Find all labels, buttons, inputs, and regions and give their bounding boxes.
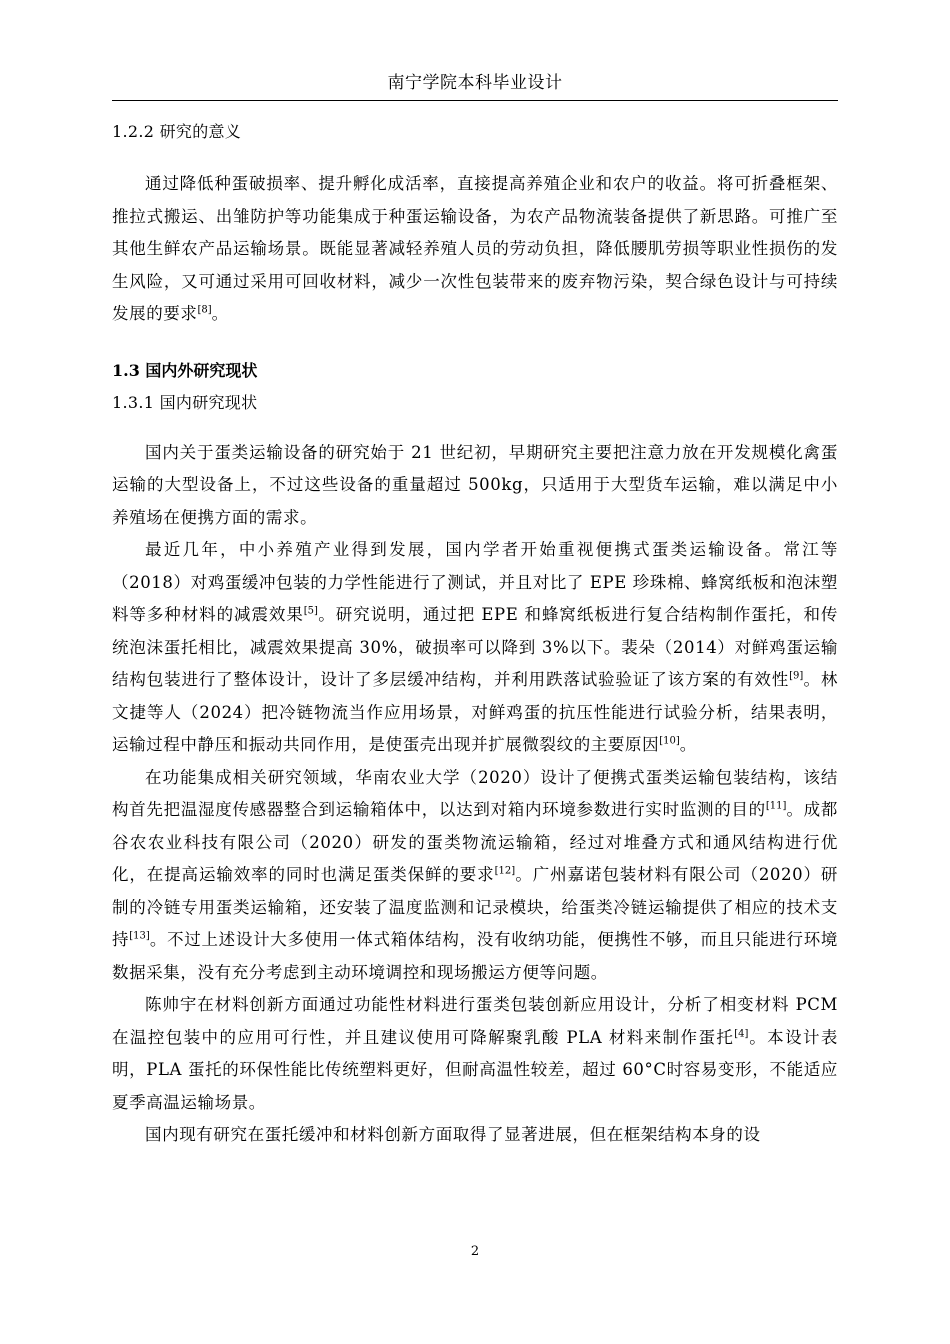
paragraph-domestic-recent	[112, 534, 838, 762]
paragraph-text: 陈帅宇在材料创新方面通过功能性材料进行蛋类包装创新应用设计，分析了相变材料 PCM 在温控包装中的应用可行性，并且建议使用可降解聚乳酸 PLA 材料来制作蛋托	[112, 995, 838, 1047]
running-header: 南宁学院本科毕业设计	[387, 73, 563, 93]
citation: [9]	[789, 670, 804, 682]
citation: [13]	[129, 930, 150, 942]
citation: [4]	[734, 1028, 749, 1039]
citation: [5]	[303, 605, 318, 617]
paragraph-text: 。本设计表明，PLA 蛋托的环保性能比传统塑料更好，但耐高温性较差，超过 60°C时容易变形，不能适应夏季高温运输场景。	[112, 1027, 838, 1112]
paragraph-text: 。成都谷农农业科技有限公司（2020）研发的蛋类物流运输箱，经过对堆叠方式和通风结构进行优化，在提高运输效率的同时也满足蛋类保鲜的要求	[112, 800, 838, 884]
paragraph-function-integration	[112, 762, 838, 990]
header-divider	[112, 100, 838, 101]
paragraph-text: 最近几年，中小养殖产业得到发展，国内学者开始重视便携式蛋类运输设备。常江等（2018）对鸡蛋缓冲包装的力学性能进行了测试，并且对比了 EPE 珍珠棉、蜂窝纸板和泡沫塑料等多种材料的减震效果	[112, 540, 838, 624]
citation: [12]	[494, 865, 516, 877]
page-number: 2	[470, 1244, 480, 1259]
paragraph-material-innovation	[112, 989, 838, 1119]
page-body	[112, 116, 838, 1152]
section-heading-1-3: 1.3 国内外研究现状	[112, 360, 258, 380]
paragraph-text: 。	[211, 304, 229, 323]
citation: [10]	[659, 735, 680, 747]
paragraph-text: 。广州嘉诺包装材料有限公司（2020）研制的冷链专用蛋类运输箱，还安装了温度监测和记录模块，给蛋类冷链运输提供了相应的技术支持	[112, 865, 838, 949]
paragraph-text: 。	[679, 735, 697, 754]
citation: [11]	[765, 800, 787, 812]
section-heading-1-2-2: 1.2.2 研究的意义	[112, 122, 242, 141]
paragraph-text: 。林文捷等人（2024）把冷链物流当作应用场景，对鲜鸡蛋的抗压性能进行试验分析，结果表明，运输过程中静压和振动共同作用，是使蛋壳出现并扩展微裂纹的主要原因	[112, 670, 839, 754]
section-heading-1-3-1: 1.3.1 国内研究现状	[112, 392, 258, 412]
paragraph-domestic-early: 国内关于蛋类运输设备的研究始于 21 世纪初，早期研究主要把注意力放在开发规模化禽蛋运输的大型设备上，不过这些设备的重量超过 500kg，只适用于大型货车运输，难以满足中小养殖场在便携方面的需求。	[112, 442, 838, 527]
paragraph-summary: 国内现有研究在蛋托缓冲和材料创新方面取得了显著进展，但在框架结构本身的设	[145, 1125, 761, 1144]
paragraph-significance	[112, 168, 838, 331]
citation: [8]	[197, 304, 212, 316]
paragraph-text: 在功能集成相关研究领域，华南农业大学（2020）设计了便携式蛋类运输包装结构，该结构首先把温湿度传感器整合到运输箱体中，以达到对箱内环境参数进行实时监测的目的	[112, 767, 838, 819]
paragraph-text: 通过降低种蛋破损率、提升孵化成活率，直接提高养殖企业和农户的收益。将可折叠框架、推拉式搬运、出雏防护等功能集成于种蛋运输设备，为农产品物流装备提供了新思路。可推广至其他生鲜农产品运输场景。既能显著减轻养殖人员的劳动负担，降低腰肌劳损等职业性损伤的发生风险，又可通过采用可回收材料，减少一次性包装带来的废弃物污染，契合绿色设计与可持续发展的要求	[112, 174, 838, 323]
paragraph-text: 。研究说明，通过把 EPE 和蜂窝纸板进行复合结构制作蛋托，和传统泡沫蛋托相比，减震效果提高 30%，破损率可以降到 3%以下。裴朵（2014）对鲜鸡蛋运输结构包装进行了整体设计，设计了多层缓冲结构，并利用跌落试验验证了该方案的有效性	[112, 605, 838, 689]
paragraph-text: 。不过上述设计大多使用一体式箱体结构，没有收纳功能，便携性不够，而且只能进行环境数据采集，没有充分考虑到主动环境调控和现场搬运方便等问题。	[112, 930, 839, 982]
